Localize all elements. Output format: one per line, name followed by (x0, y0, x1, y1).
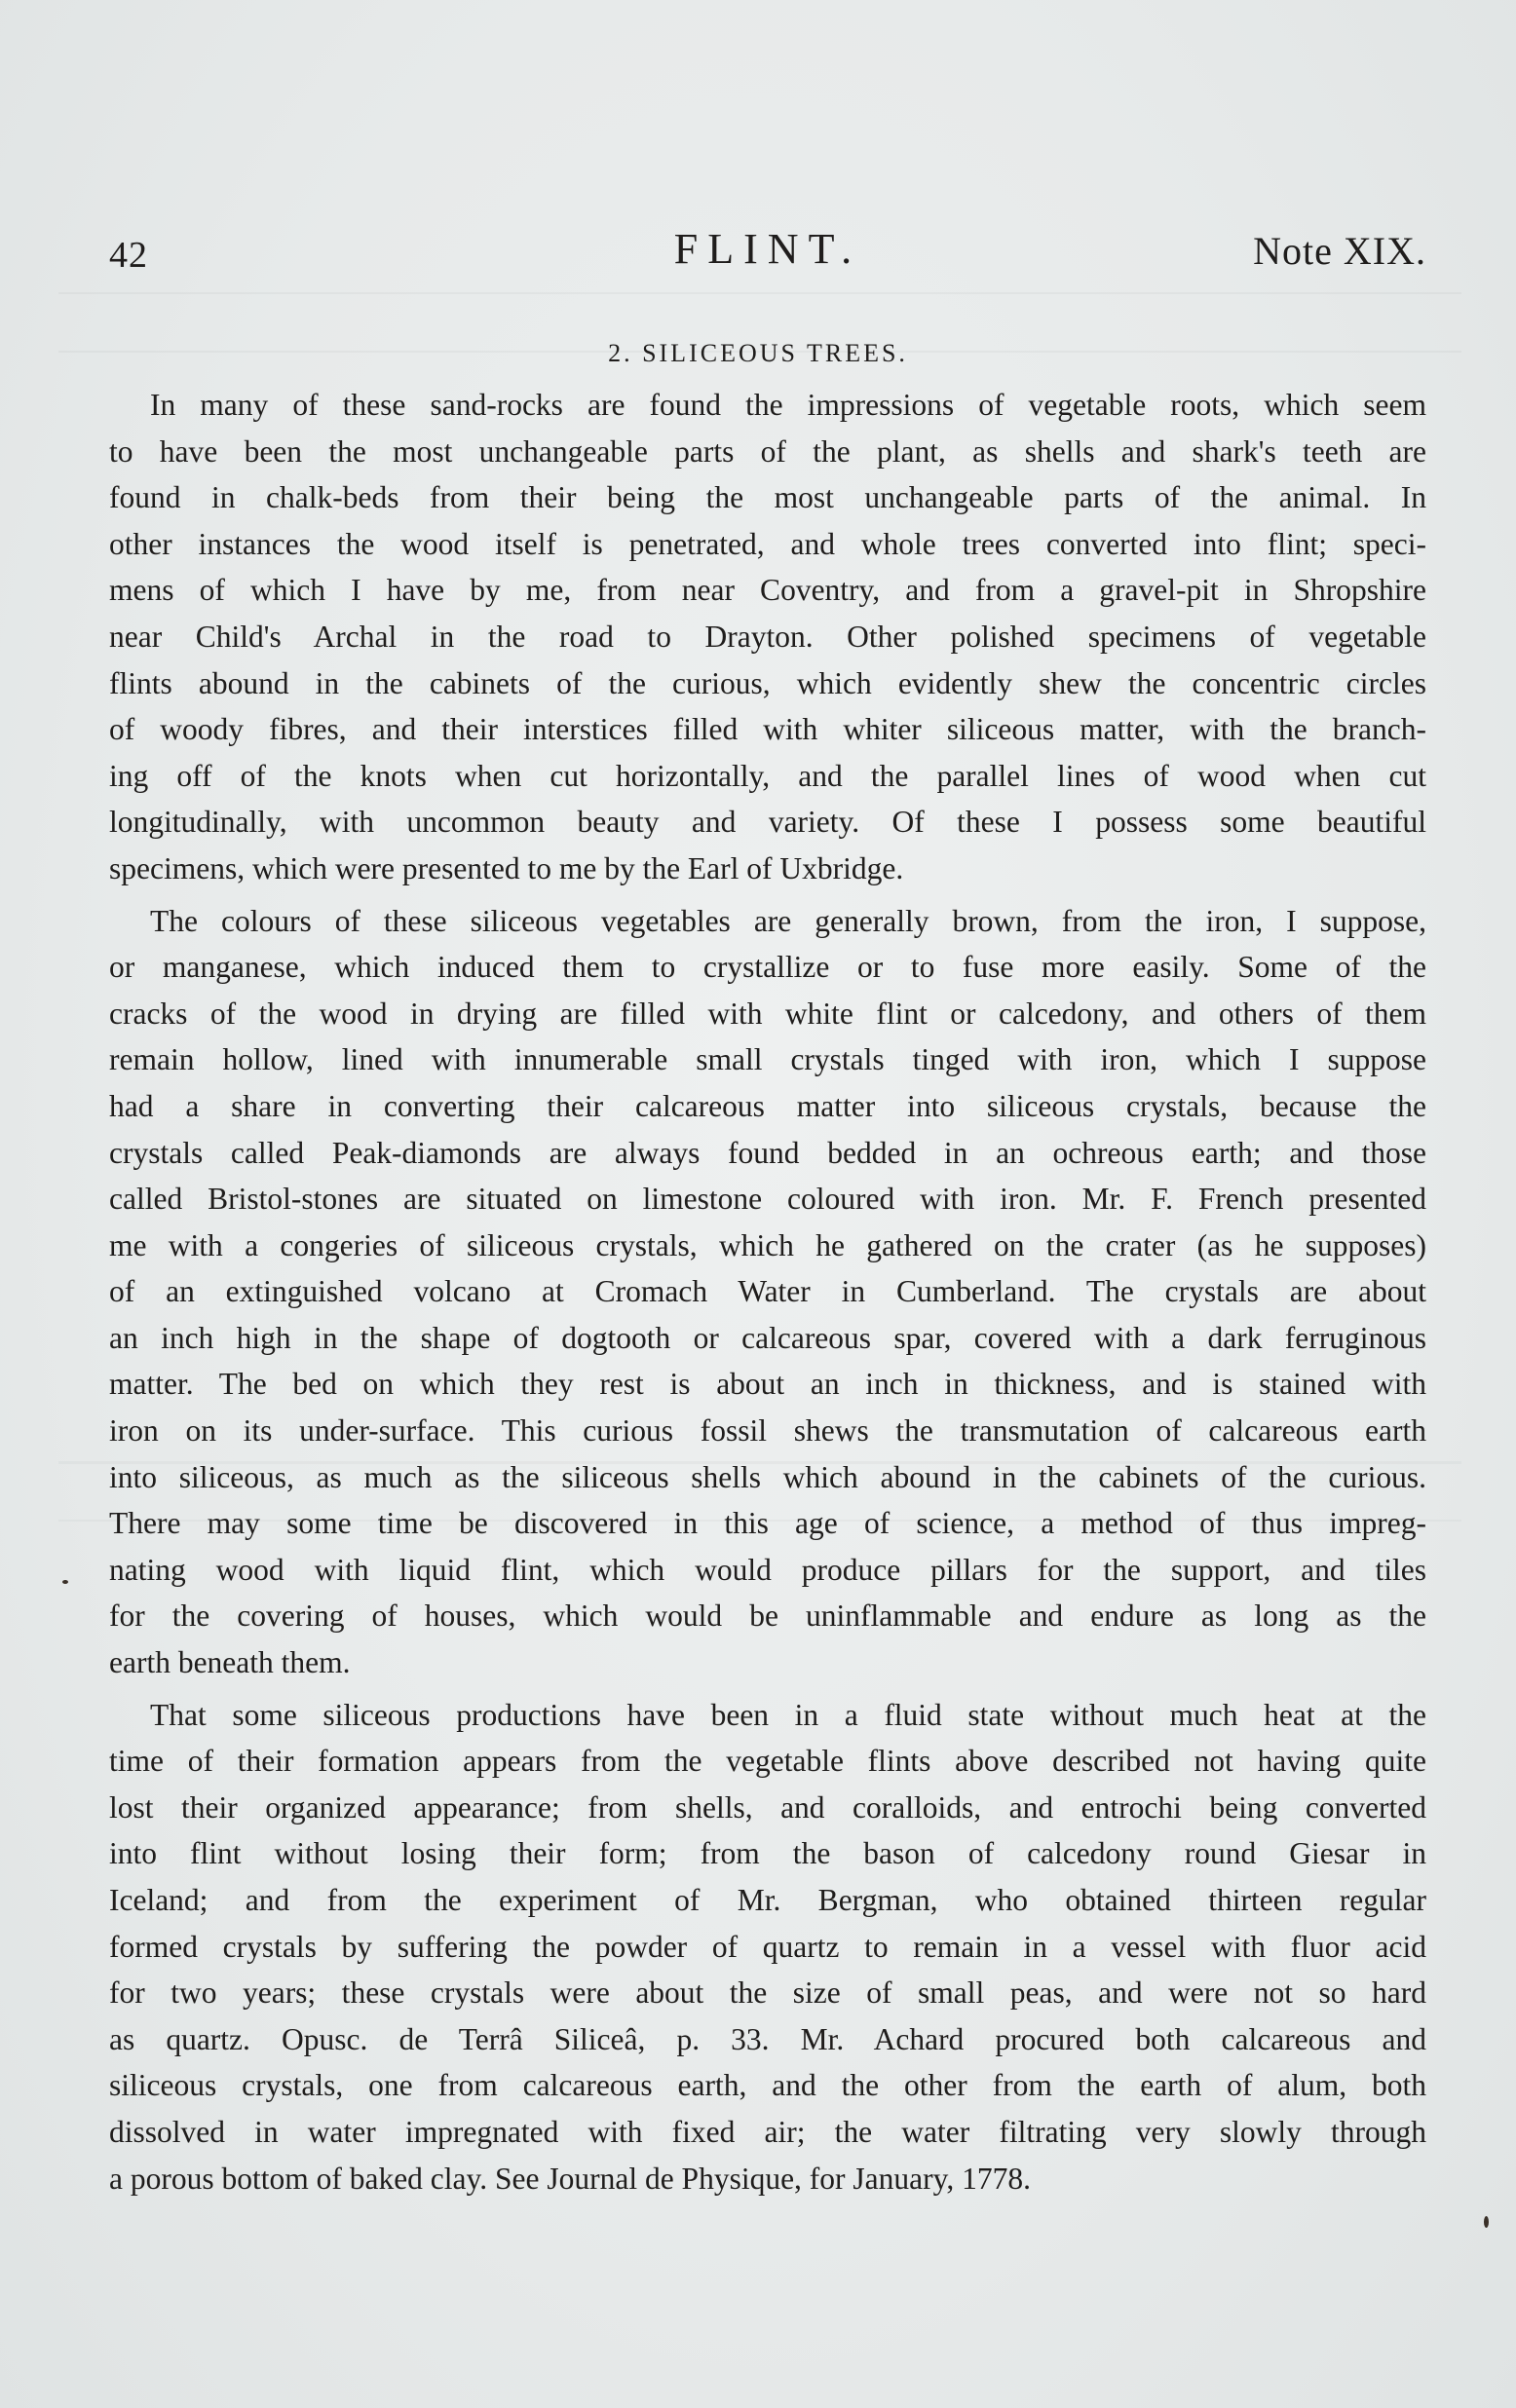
section-heading: 2. SILICEOUS TREES. (608, 339, 908, 367)
text-line: longitudinally, with uncommon beauty and variety. Of these I possess some beautiful (109, 805, 1426, 840)
text-line: mens of which I have by me, from near Coventry, and from a gravel-pit in Shropshire (109, 573, 1426, 608)
text-line: flints abound in the cabinets of the curious, which evidently shew the concentric circles (109, 665, 1426, 700)
text-line: earth beneath them. (109, 1645, 351, 1680)
page-header (109, 224, 1426, 292)
text-line: crystals called Peak-diamonds are always found bedded in an ochreous earth; and those (109, 1135, 1426, 1170)
text-line: time of their formation appears from the vegetable flints above described not having quite (109, 1744, 1426, 1779)
paragraph-1 (109, 382, 1426, 892)
text-line: found in chalk-beds from their being the most unchangeable parts of the animal. In (109, 480, 1426, 515)
text-line: for the covering of houses, which would be uninflammable and endure as long as the (109, 1599, 1426, 1634)
text-line: called Bristol-stones are situated on limestone coloured with iron. Mr. F. French presented (109, 1182, 1426, 1217)
text-line: matter. The bed on which they rest is about an inch in thickness, and is stained with (109, 1367, 1426, 1402)
ink-speck (62, 1580, 68, 1584)
text-line: Iceland; and from the experiment of Mr. Bergman, who obtained thirteen regular (109, 1883, 1426, 1917)
text-line: or manganese, which induced them to crystallize or to fuse more easily. Some of the (109, 950, 1426, 985)
text-line: That some siliceous productions have been in a fluid state without much heat at the (150, 1697, 1426, 1732)
text-line: nating wood with liquid flint, which would produce pillars for the support, and tiles (109, 1552, 1426, 1587)
text-line: remain hollow, lined with innumerable small crystals tinged with iron, which I suppose (109, 1042, 1426, 1077)
text-line: The colours of these siliceous vegetables are generally brown, from the iron, I suppose, (150, 903, 1426, 938)
text-line: into siliceous, as much as the siliceous shells which abound in the cabinets of the curious. (109, 1459, 1426, 1494)
page-number: 42 (109, 235, 148, 276)
text-line: other instances the wood itself is penetrated, and whole trees converted into flint; speci- (109, 526, 1426, 561)
text-line: an inch high in the shape of dogtooth or calcareous spar, covered with a dark ferruginous (109, 1320, 1426, 1355)
ink-speck (1484, 2216, 1489, 2228)
text-line: There may some time be discovered in this age of science, a method of thus impreg- (109, 1506, 1426, 1541)
text-line: into flint without losing their form; from the bason of calcedony round Giesar in (109, 1836, 1426, 1871)
paragraph-3 (109, 1692, 1426, 2202)
text-line: iron on its under-surface. This curious fossil shews the transmutation of calcareous earth (109, 1413, 1426, 1449)
text-line: of an extinguished volcano at Cromach Water in Cumberland. The crystals are about (109, 1274, 1426, 1309)
running-title: FLINT. (673, 225, 862, 273)
paragraph-2 (109, 898, 1426, 1686)
text-line: formed crystals by suffering the powder of quartz to remain in a vessel with fluor acid (109, 1929, 1426, 1964)
text-line: of woody fibres, and their interstices filled with whiter siliceous matter, with the branch- (109, 712, 1426, 747)
text-line: a porous bottom of baked clay. See Journal de Physique, for January, 1778. (109, 2161, 1031, 2196)
text-line: siliceous crystals, one from calcareous earth, and the other from the earth of alum, both (109, 2068, 1426, 2103)
text-line: had a share in converting their calcareous matter into siliceous crystals, because the (109, 1088, 1426, 1123)
text-line: me with a congeries of siliceous crystals, which he gathered on the crater (as he supposes) (109, 1227, 1426, 1262)
text-line: ing off of the knots when cut horizontally, and the parallel lines of wood when cut (109, 758, 1426, 793)
text-line: near Child's Archal in the road to Drayton. Other polished specimens of vegetable (109, 619, 1426, 654)
note-label: Note XIX. (1253, 229, 1426, 273)
text-line: cracks of the wood in drying are filled with white flint or calcedony, and others of them (109, 996, 1426, 1031)
text-line: lost their organized appearance; from shells, and coralloids, and entrochi being converted (109, 1789, 1426, 1825)
text-line: as quartz. Opusc. de Terrâ Siliceâ, p. 33. Mr. Achard procured both calcareous and (109, 2021, 1426, 2056)
body-text (109, 382, 1426, 2207)
text-line: specimens, which were presented to me by the Earl of Uxbridge. (109, 850, 904, 885)
text-line: to have been the most unchangeable parts of the plant, as shells and shark's teeth are (109, 433, 1426, 469)
text-line: dissolved in water impregnated with fixed air; the water filtrating very slowly through (109, 2114, 1426, 2149)
text-line: In many of these sand-rocks are found the impressions of vegetable roots, which seem (150, 388, 1426, 422)
text-line: for two years; these crystals were about the size of small peas, and were not so hard (109, 1975, 1426, 2011)
